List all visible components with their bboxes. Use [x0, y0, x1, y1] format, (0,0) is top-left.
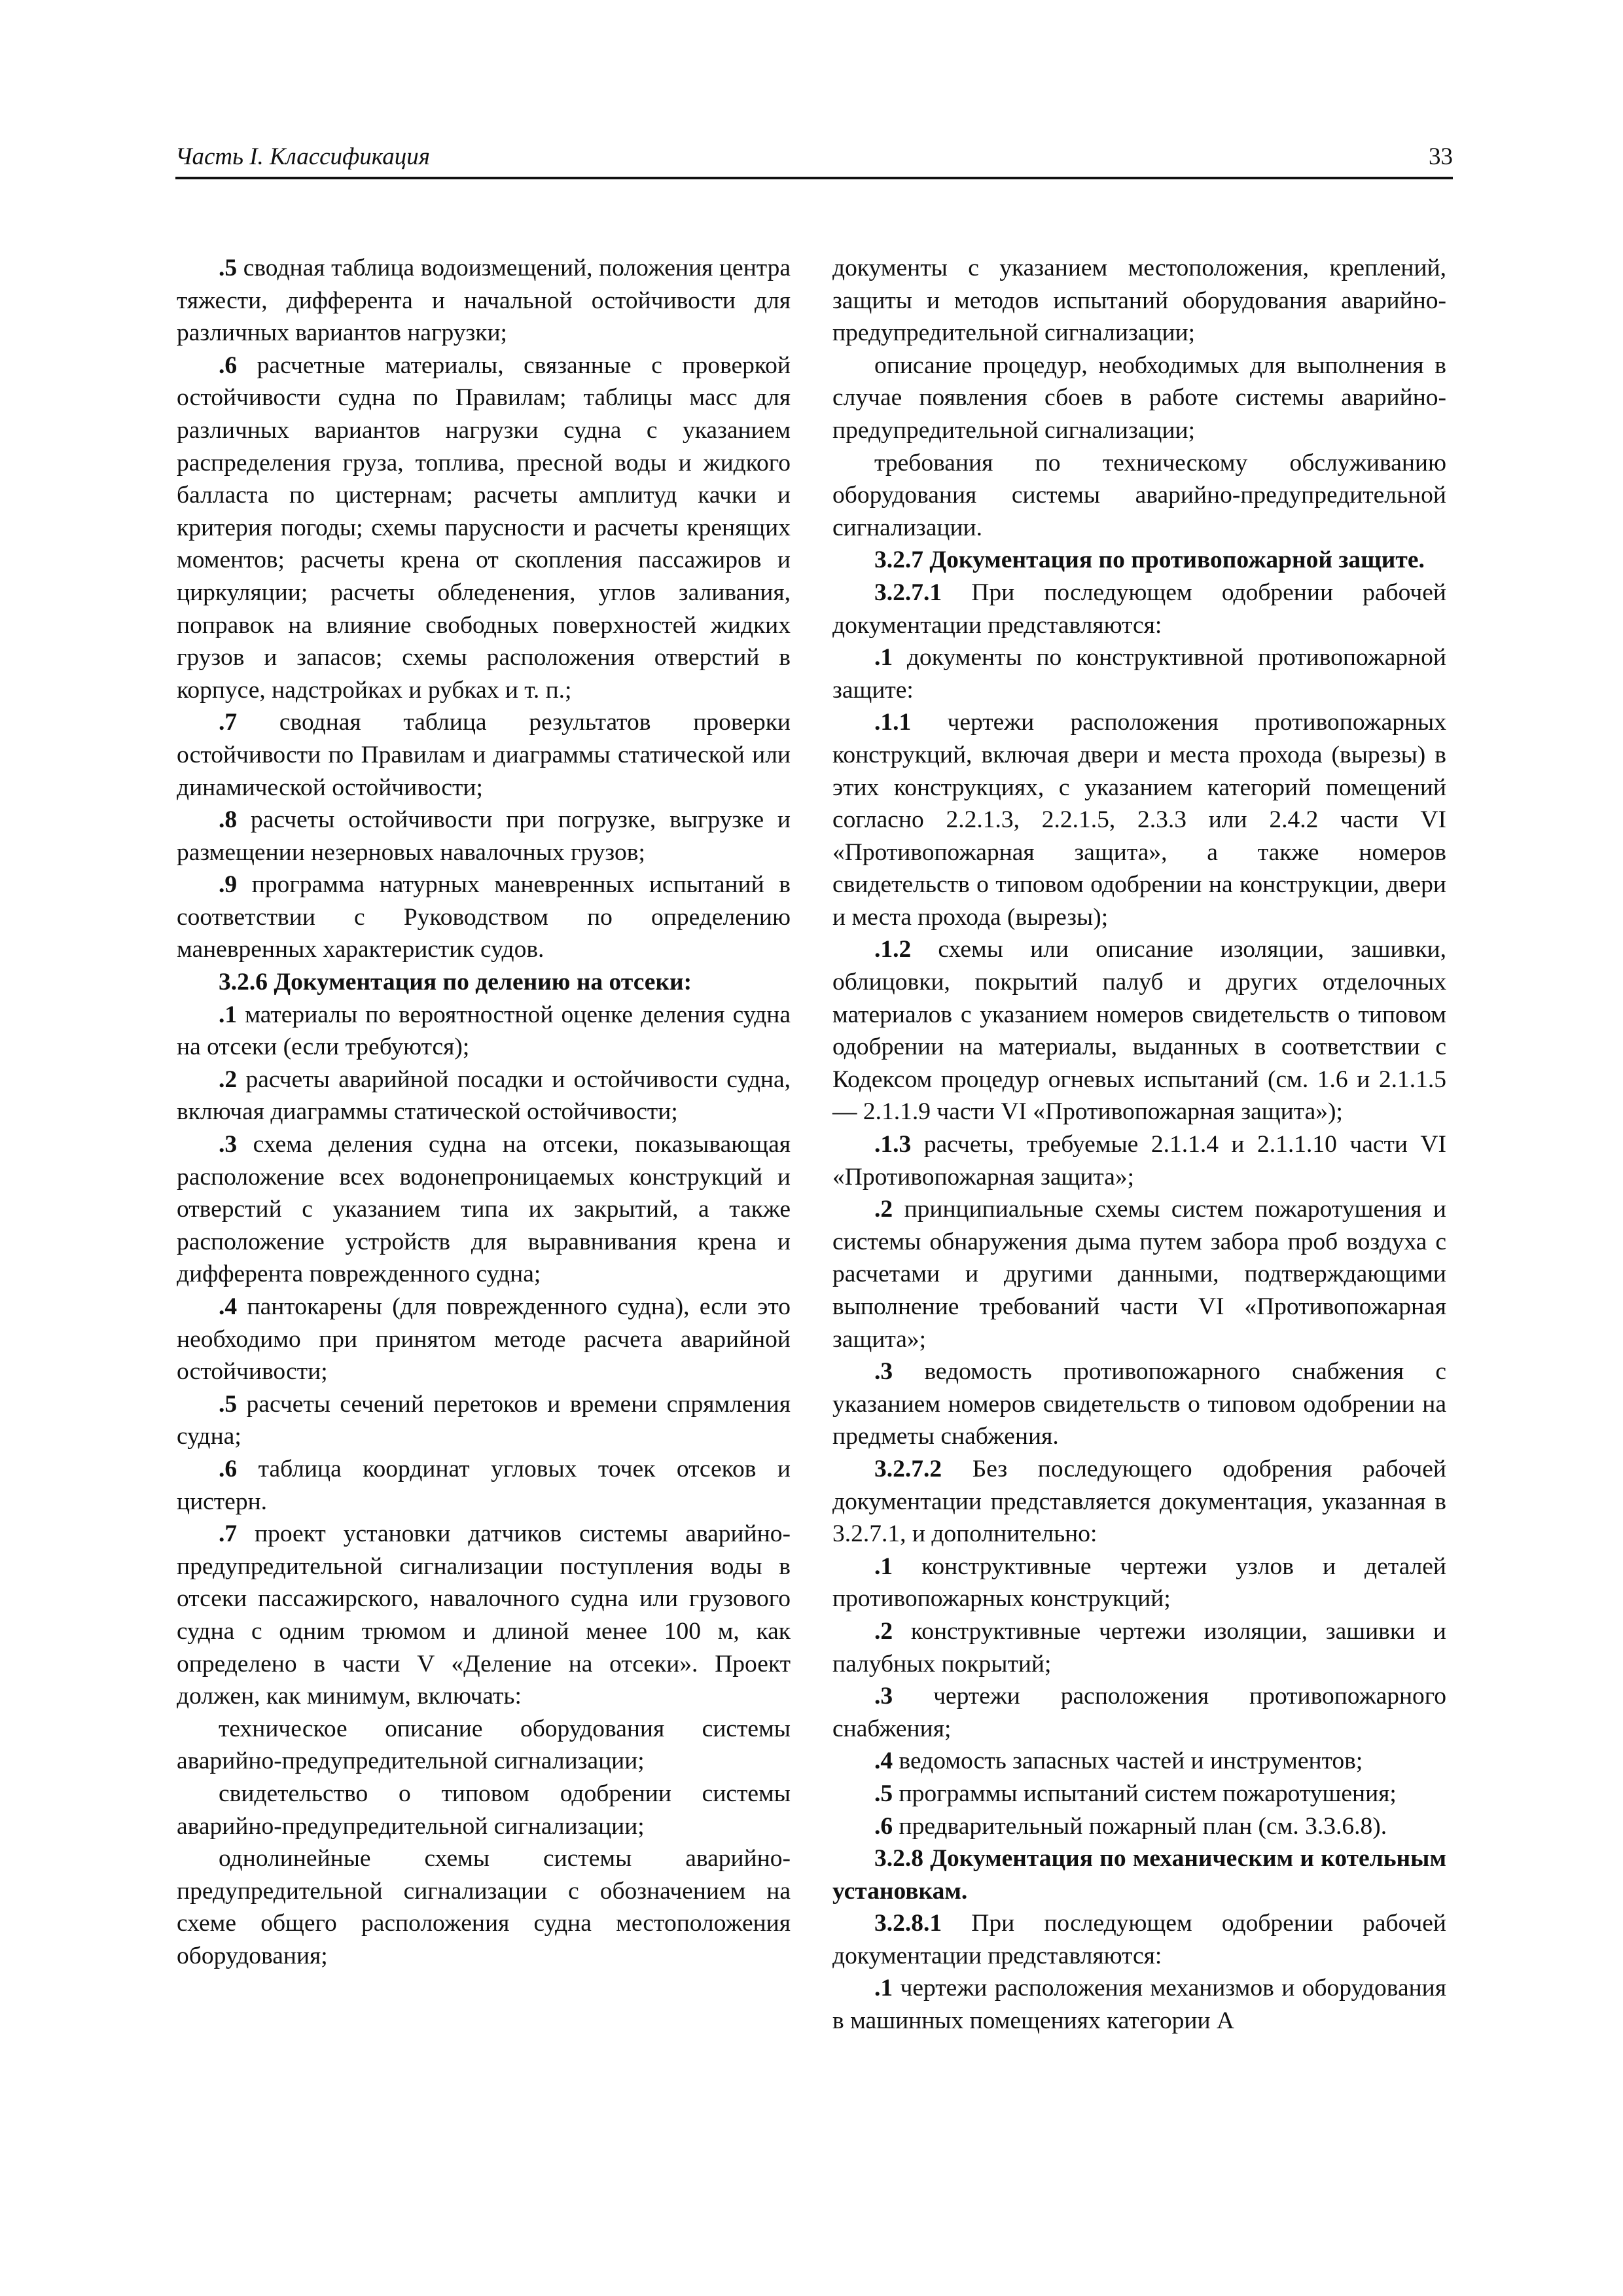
paragraph: [832, 252, 1446, 350]
paragraph: [177, 706, 791, 804]
paragraph: [832, 1810, 1446, 1843]
item-text: схемы или описание изоляции, зашивки, облицовки, покрытий палуб и других отделочных материалов с указанием номеров свидетельств о типовом одобрении на материалы, выданных в соответствии с Кодексом процедур огневых испытаний (см. 1.6 и 2.1.1.5 — 2.1.1.9 части VI «Противопожарная защита»);: [832, 936, 1446, 1126]
item-number: 3.2.8.1: [874, 1910, 942, 1937]
item-text: описание процедур, необходимых для выполнения в случае появления сбоев в работе системы аварийно-предупредительной сигнализации;: [832, 351, 1446, 444]
item-text: принципиальные схемы систем пожаротушения и системы обнаружения дыма путем забора проб воздуха с расчетами и другими данными, подтверждающими выполнение требований части VI «Противопожарная защита»;: [832, 1196, 1446, 1353]
section-heading: [832, 1842, 1446, 1907]
paragraph: [177, 1064, 791, 1128]
item-number: .4: [874, 1748, 893, 1775]
paragraph: [177, 1842, 791, 1972]
paragraph: [832, 706, 1446, 933]
heading-text: 3.2.8 Документация по механическим и котельным установкам.: [832, 1845, 1446, 1905]
item-text: схема деления судна на отсеки, показывающая расположение всех водонепроницаемых конструкций и отверстий с указанием типа их закрытий, а также расположение устройств для выравнивания крена и дифферента поврежденного судна;: [177, 1131, 791, 1288]
item-number: .5: [219, 1390, 238, 1418]
paragraph: [177, 804, 791, 869]
item-text: программы испытаний систем пожаротушения;: [893, 1780, 1397, 1807]
right-column: [832, 252, 1446, 2037]
item-number: .3: [874, 1358, 893, 1386]
heading-text: 3.2.6 Документация по делению на отсеки:: [219, 969, 692, 996]
item-text: При последующем одобрении рабочей документации представляются:: [832, 579, 1446, 639]
paragraph: [177, 1388, 791, 1453]
paragraph: [177, 1291, 791, 1388]
item-text: При последующем одобрении рабочей документации представляются:: [832, 1910, 1446, 1969]
paragraph: [832, 1193, 1446, 1355]
item-text: расчеты, требуемые 2.1.1.4 и 2.1.1.10 части VI «Противопожарная защита»;: [832, 1131, 1446, 1191]
item-text: чертежи расположения механизмов и оборудования в машинных помещениях категории А: [832, 1975, 1446, 2035]
paragraph: [177, 999, 791, 1064]
paragraph: [832, 1907, 1446, 1972]
paragraph: [177, 1518, 791, 1713]
item-text: ведомость противопожарного снабжения с указанием номеров свидетельств о типовом одобрении на предметы снабжения.: [832, 1358, 1446, 1450]
item-number: .1.2: [874, 936, 912, 963]
item-number: 3.2.7.2: [874, 1455, 942, 1482]
paragraph: [832, 1615, 1446, 1680]
paragraph: [177, 252, 791, 350]
item-number: .5: [874, 1780, 893, 1807]
item-number: .1: [219, 1001, 238, 1028]
paragraph: [832, 641, 1446, 706]
paragraph: [832, 933, 1446, 1128]
item-text: конструктивные чертежи изоляции, зашивки и палубных покрытий;: [832, 1617, 1446, 1677]
item-text: Без последующего одобрения рабочей документации представляется документация, указанная в 3.2.7.1, и дополнительно:: [832, 1455, 1446, 1548]
item-text: расчетные материалы, связанные с проверкой остойчивости судна по Правилам; таблицы масс для различных вариантов нагрузки судна с указанием распределения груза, топлива, пресной воды и жидкого балласта по цистернам; расчеты амплитуд качки и критерия погоды; схемы парусности и расчеты кренящих моментов; расчеты крена от скопления пассажиров и циркуляции; расчеты обледенения, углов заливания, поправок на влияние свободных поверхностей жидких грузов и запасов; схемы расположения отверстий в корпусе, надстройках и рубках и т. п.;: [177, 351, 791, 704]
item-text: документы с указанием местоположения, креплений, защиты и методов испытаний оборудования аварийно-предупредительной сигнализации;: [832, 255, 1446, 347]
item-text: предварительный пожарный план (см. 3.3.6.8).: [893, 1812, 1387, 1840]
item-number: .3: [874, 1683, 893, 1710]
item-number: .2: [874, 1196, 893, 1223]
item-text: расчеты аварийной посадки и остойчивости судна, включая диаграммы статической остойчивости;: [177, 1066, 791, 1126]
item-number: .1: [874, 1975, 893, 2002]
item-text: чертежи расположения противопожарного снабжения;: [832, 1683, 1446, 1742]
item-number: .3: [219, 1131, 238, 1158]
item-number: .1.3: [874, 1131, 912, 1158]
paragraph: [832, 1972, 1446, 2037]
page-header: [175, 139, 1453, 179]
paragraph: [832, 1551, 1446, 1615]
item-number: .2: [874, 1617, 893, 1645]
section-heading: [832, 544, 1446, 577]
item-text: пантокарены (для поврежденного судна), если это необходимо при принятом методе расчета аварийной остойчивости;: [177, 1293, 791, 1386]
item-number: .7: [219, 1520, 238, 1548]
item-number: .6: [874, 1812, 893, 1840]
item-text: материалы по вероятностной оценке деления судна на отсеки (если требуются);: [177, 1001, 791, 1061]
item-text: расчеты сечений перетоков и времени спрямления судна;: [177, 1390, 791, 1450]
item-text: свидетельство о типовом одобрении системы аварийно-предупредительной сигнализации;: [177, 1780, 791, 1840]
item-number: .7: [219, 709, 238, 736]
paragraph: [832, 1745, 1446, 1778]
item-text: документы по конструктивной противопожарной защите:: [832, 644, 1446, 704]
paragraph: [832, 1453, 1446, 1551]
paragraph: [832, 1778, 1446, 1810]
paragraph: [177, 1778, 791, 1842]
item-text: проект установки датчиков системы аварийно-предупредительной сигнализации поступления воды в отсеки пассажирского, навалочного судна или грузового судна с одним трюмом и длиной менее 100 м, как определено в части V «Деление на отсеки». Проект должен, как минимум, включать:: [177, 1520, 791, 1710]
item-number: .5: [219, 255, 238, 281]
item-number: .1: [874, 644, 893, 672]
paragraph: [177, 350, 791, 707]
item-text: программа натурных маневренных испытаний в соответствии с Руководством по определению маневренных характеристик судов.: [177, 871, 791, 963]
item-text: чертежи расположения противопожарных конструкций, включая двери и места прохода (вырезы) в этих конструкциях, с указанием категорий помещений согласно 2.2.1.3, 2.2.1.5, 2.3.3 или 2.4.2 части VI «Противопожарная защита», а также номеров свидетельств о типовом одобрении на конструкции, двери и места прохода (вырезы);: [832, 709, 1446, 931]
item-text: расчеты остойчивости при погрузке, выгрузке и размещении незерновых навалочных грузов;: [177, 806, 791, 866]
item-text: техническое описание оборудования системы аварийно-предупредительной сигнализации;: [177, 1715, 791, 1775]
paragraph: [177, 1713, 791, 1778]
paragraph: [177, 869, 791, 966]
item-number: .6: [219, 1455, 238, 1482]
item-text: ведомость запасных частей и инструментов;: [893, 1748, 1363, 1775]
paragraph: [832, 447, 1446, 545]
item-text: однолинейные схемы системы аварийно-предупредительной сигнализации с обозначением на схеме общего расположения судна местоположения оборудования;: [177, 1845, 791, 1969]
item-number: 3.2.7.1: [874, 579, 942, 606]
heading-text: 3.2.7 Документация по противопожарной защите.: [874, 547, 1425, 574]
item-text: конструктивные чертежи узлов и деталей противопожарных конструкций;: [832, 1552, 1446, 1613]
header-rule: [175, 177, 1453, 179]
item-number: .8: [219, 806, 238, 834]
item-text: таблица координат угловых точек отсеков и цистерн.: [177, 1455, 791, 1515]
paragraph: [177, 1453, 791, 1518]
paragraph: [832, 1680, 1446, 1745]
section-title: Часть I. Классификация: [175, 143, 430, 170]
section-heading: [177, 966, 791, 999]
paragraph: [832, 577, 1446, 641]
paragraph: [832, 1355, 1446, 1453]
paragraph: [177, 1128, 791, 1291]
item-number: .4: [219, 1293, 238, 1320]
item-text: сводная таблица результатов проверки остойчивости по Правилам и диаграммы статической или динамической остойчивости;: [177, 709, 791, 801]
item-number: .1: [874, 1552, 893, 1580]
item-number: .6: [219, 351, 238, 379]
item-number: .2: [219, 1066, 238, 1093]
page-number: 33: [1429, 143, 1453, 170]
item-number: .1.1: [874, 709, 912, 736]
item-text: сводная таблица водоизмещений, положения центра тяжести, дифферента и начальной остойчивости для различных вариантов нагрузки;: [177, 255, 791, 347]
item-text: требования по техническому обслуживанию оборудования системы аварийно-предупредительной сигнализации.: [832, 449, 1446, 541]
item-number: .9: [219, 871, 238, 899]
paragraph: [832, 1128, 1446, 1193]
left-column: [177, 252, 791, 1972]
paragraph: [832, 350, 1446, 447]
